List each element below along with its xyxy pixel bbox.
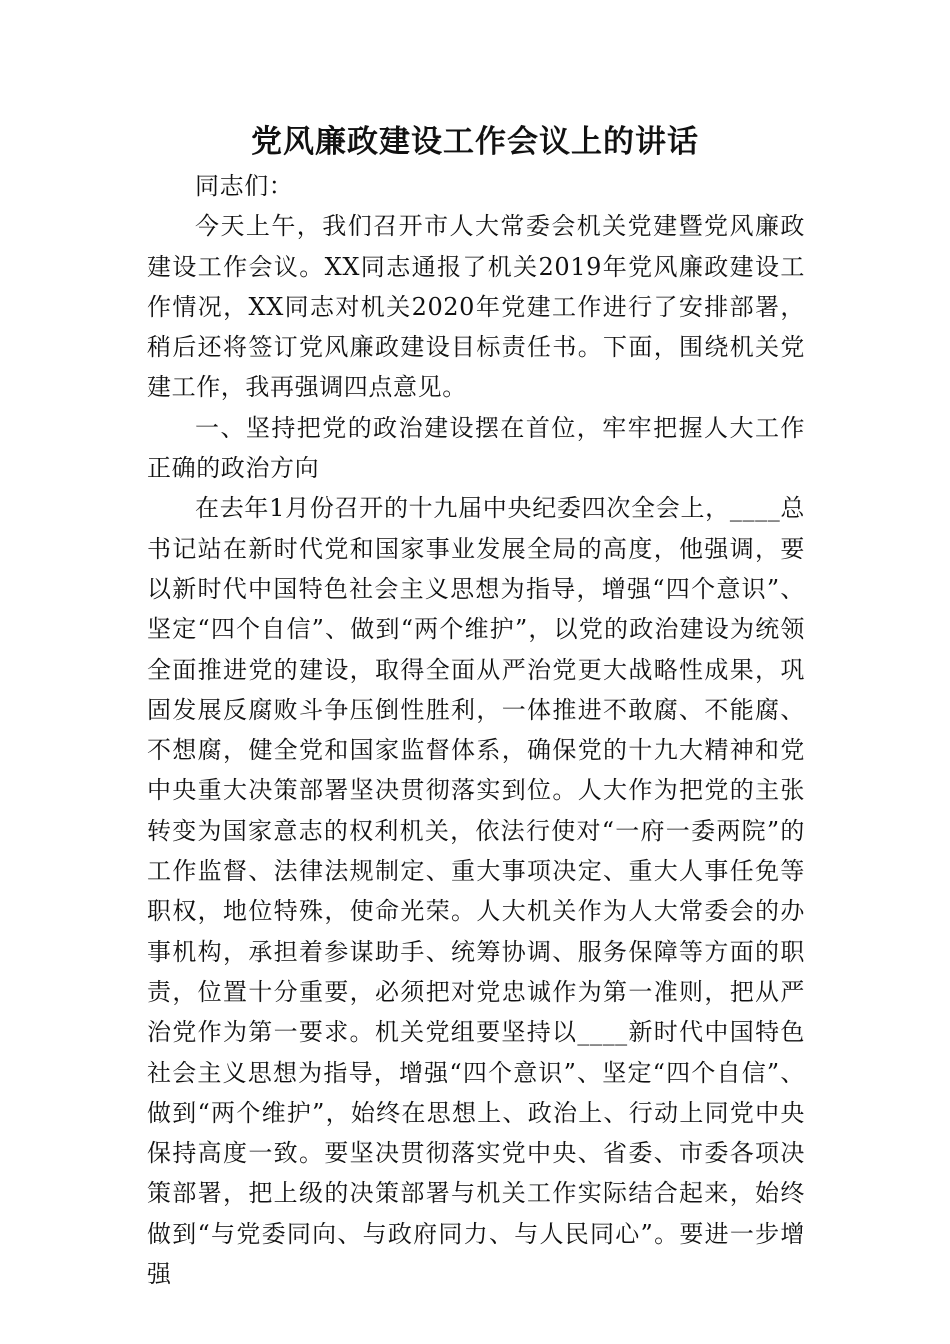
intro-paragraph: 今天上午，我们召开市人大常委会机关党建暨党风廉政建设工作会议。XX同志通报了机关2019年党风廉政建设工作情况，XX同志对机关2020年党建工作进行了安排部署，稍后还将签订党风廉政建设目标责任书。下面，围绕机关党建工作，我再强调四点意见。 (147, 212, 805, 402)
section-heading-one: 一、坚持把党的政治建设摆在首位，牢牢把握人大工作正确的政治方向 (147, 413, 805, 483)
body-paragraph: 在去年1月份召开的十九届中央纪委四次全会上，____总书记站在新时代党和国家事业发展全局的高度，他强调，要以新时代中国特色社会主义思想为指导，增强“四个意识”、坚定“四个自信”、做到“两个维护”，以党的政治建设为统领全面推进党的建设，取得全面从严治党更大战略性成果，巩固发展反腐败斗争压倒性胜利，一体推进不敢腐、不能腐、不想腐，健全党和国家监督体系，确保党的十九大精神和党中央重大决策部署坚决贯彻落实到位。人大作为把党的主张转变为国家意志的权利机关，依法行使对“一府一委两院”的工作监督、法律法规制定、重大事项决定、重大人事任免等职权，地位特殊，使命光荣。人大机关作为人大常委会的办事机构，承担着参谋助手、统筹协调、服务保障等方面的职责，位置十分重要，必须把对党忠诚作为第一准则，把从严治党作为第一要求。机关党组要坚持以____新时代中国特色社会主义思想为指导，增强“四个意识”、坚定“四个自信”、做到“两个维护”，始终在思想上、政治上、行动上同党中央保持高度一致。要坚决贯彻落实党中央、省委、市委各项决策部署，把上级的决策部署与机关工作实际结合起来，始终做到“与党委同向、与政府同力、与人民同心”。要进一步增强 (147, 494, 805, 1289)
document-body (147, 166, 805, 1294)
document-title: 党风廉政建设工作会议上的讲话 (251, 124, 699, 160)
salutation: 同志们： (195, 172, 294, 200)
